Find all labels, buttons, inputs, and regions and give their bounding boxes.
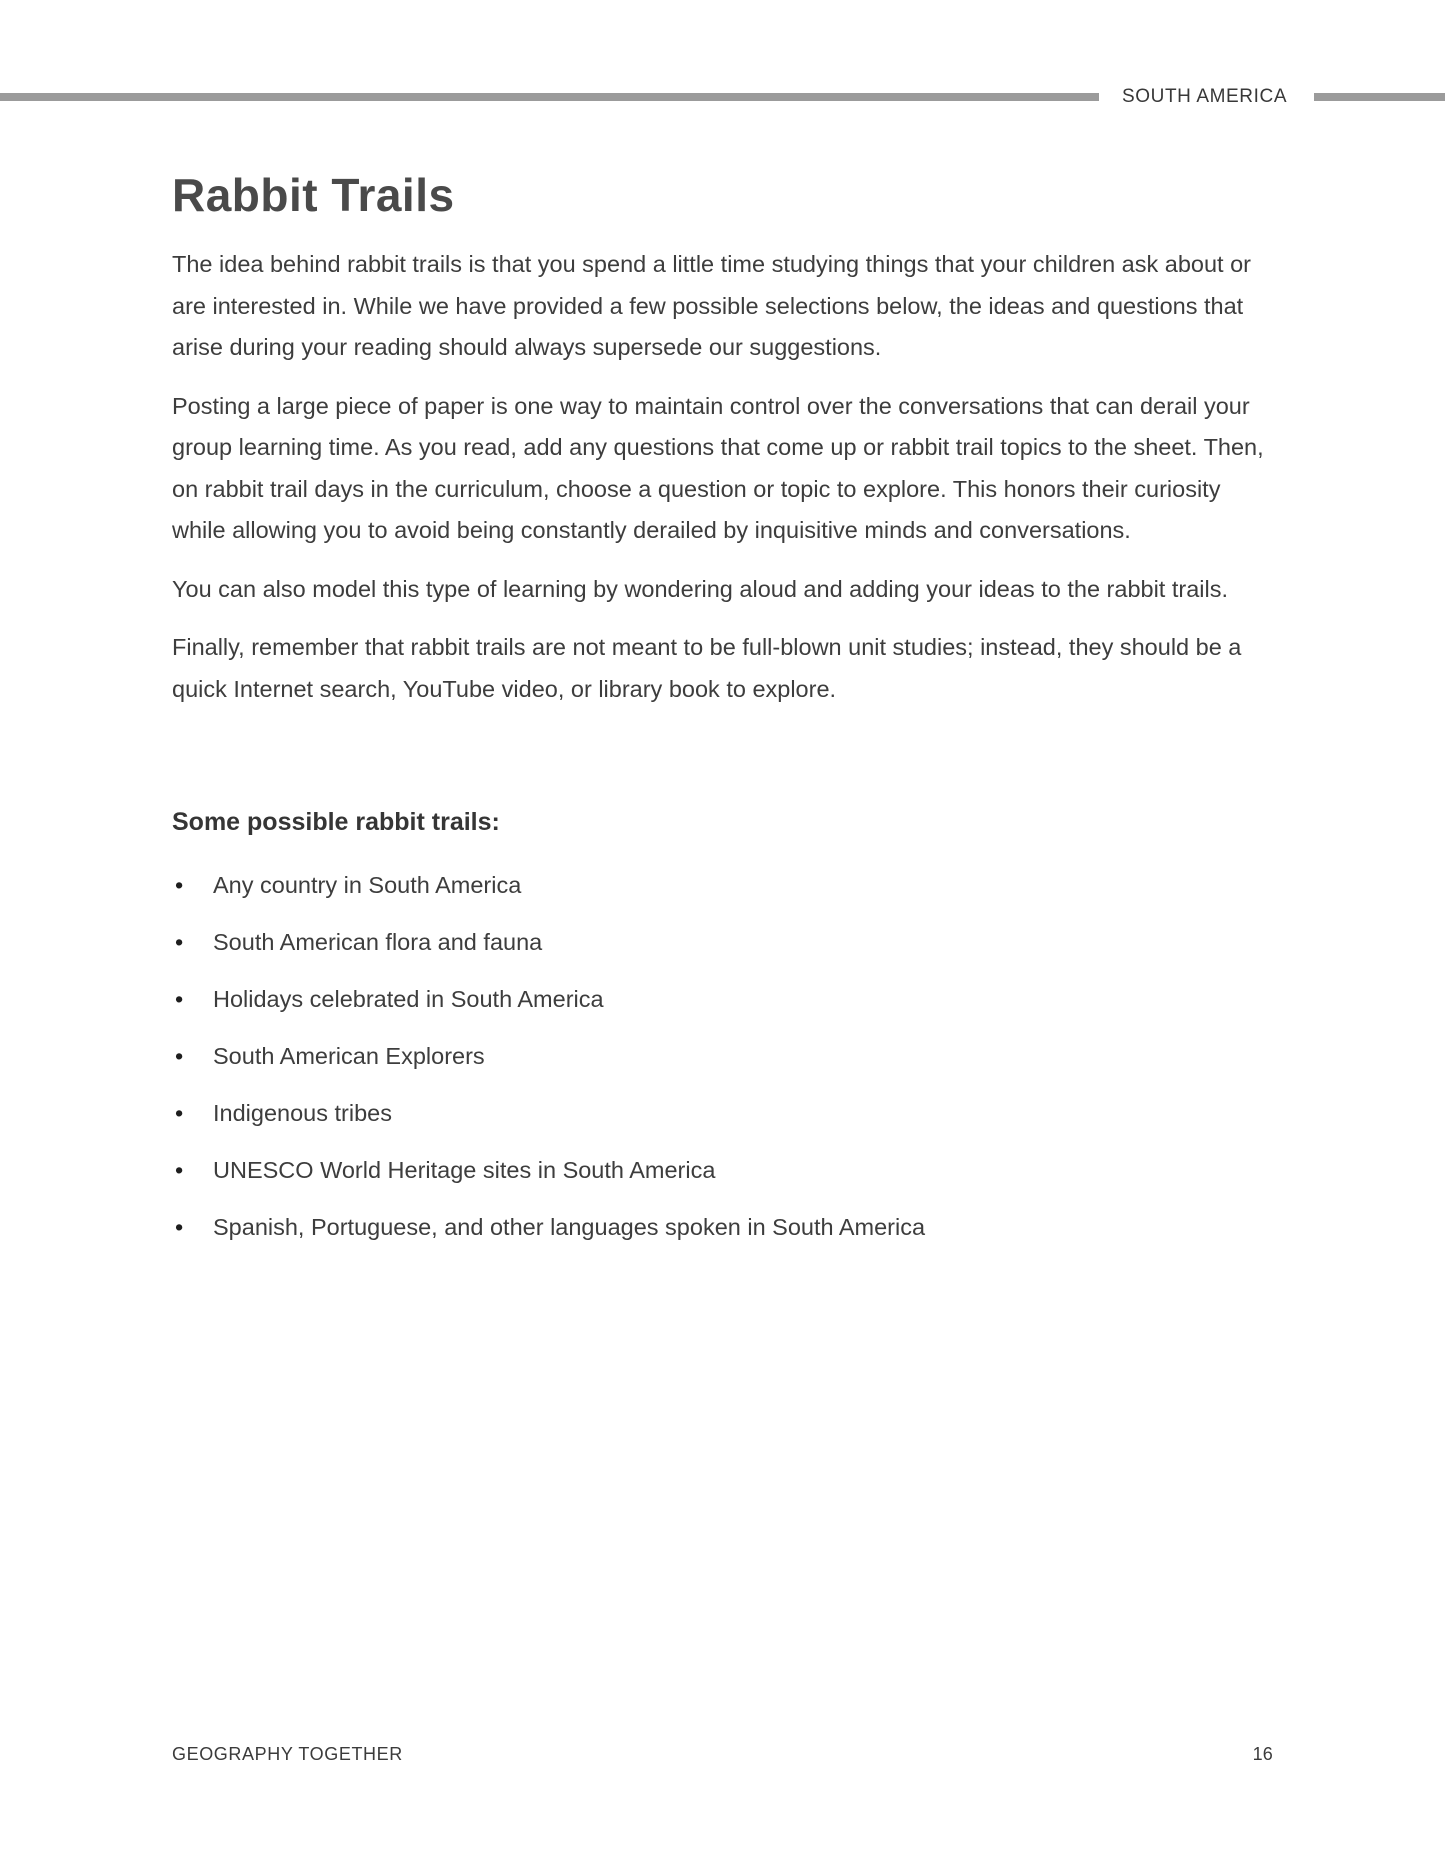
list-item [172, 1207, 1273, 1249]
list-item-label: Holidays celebrated in South America [213, 985, 604, 1012]
list-item [172, 1036, 1273, 1078]
body-paragraph-1: The idea behind rabbit trails is that you spend a little time studying things that your children ask about or are interested in. While we have provided a few possible selections below, the ideas and questions that arise during your reading should always supersede our suggestions. [172, 251, 1252, 360]
list-item [172, 1150, 1273, 1192]
list-item-label: Indigenous tribes [213, 1099, 392, 1126]
bullet-icon: • [175, 1213, 184, 1240]
body-paragraph-2: Posting a large piece of paper is one way to maintain control over the conversations that can derail your group learning time. As you read, add any questions that come up or rabbit trail topics to the sheet. Then, on rabbit trail days in the curriculum, choose a question or topic to explore. This honors their curiosity while allowing you to avoid being constantly derailed by inquisitive minds and conversations. [172, 392, 1264, 543]
bullet-icon: • [175, 928, 184, 955]
list-item [172, 979, 1273, 1021]
list-item-label: South American flora and fauna [213, 928, 543, 955]
list-heading: Some possible rabbit trails: [172, 808, 500, 836]
bullet-icon: • [175, 871, 184, 898]
book-title-label: GEOGRAPHY TOGETHER [172, 1744, 403, 1764]
page-title: Rabbit Trails [172, 169, 455, 221]
rabbit-trails-list [172, 865, 1273, 1249]
list-item-label: Any country in South America [213, 871, 522, 898]
bullet-icon: • [175, 985, 184, 1012]
section-label: SOUTH AMERICA [1122, 86, 1288, 107]
text-column [172, 0, 1273, 1264]
list-item-label: UNESCO World Heritage sites in South America [213, 1156, 716, 1183]
header-rule-right [1314, 93, 1445, 101]
list-item [172, 1093, 1273, 1135]
bullet-icon: • [175, 1156, 184, 1183]
page-number: 16 [1252, 1744, 1273, 1764]
footer [172, 1744, 1273, 1765]
bullet-icon: • [175, 1099, 184, 1126]
body-paragraph-4: Finally, remember that rabbit trails are not meant to be full-blown unit studies; instead, they should be a quick Internet search, YouTube video, or library book to explore. [172, 634, 1242, 702]
list-item [172, 865, 1273, 907]
list-item [172, 922, 1273, 964]
bullet-icon: • [175, 1042, 184, 1069]
list-item-label: South American Explorers [213, 1042, 485, 1069]
body-paragraph-3: You can also model this type of learning by wondering aloud and adding your ideas to the rabbit trails. [172, 575, 1229, 602]
list-item-label: Spanish, Portuguese, and other languages spoken in South America [213, 1213, 926, 1240]
